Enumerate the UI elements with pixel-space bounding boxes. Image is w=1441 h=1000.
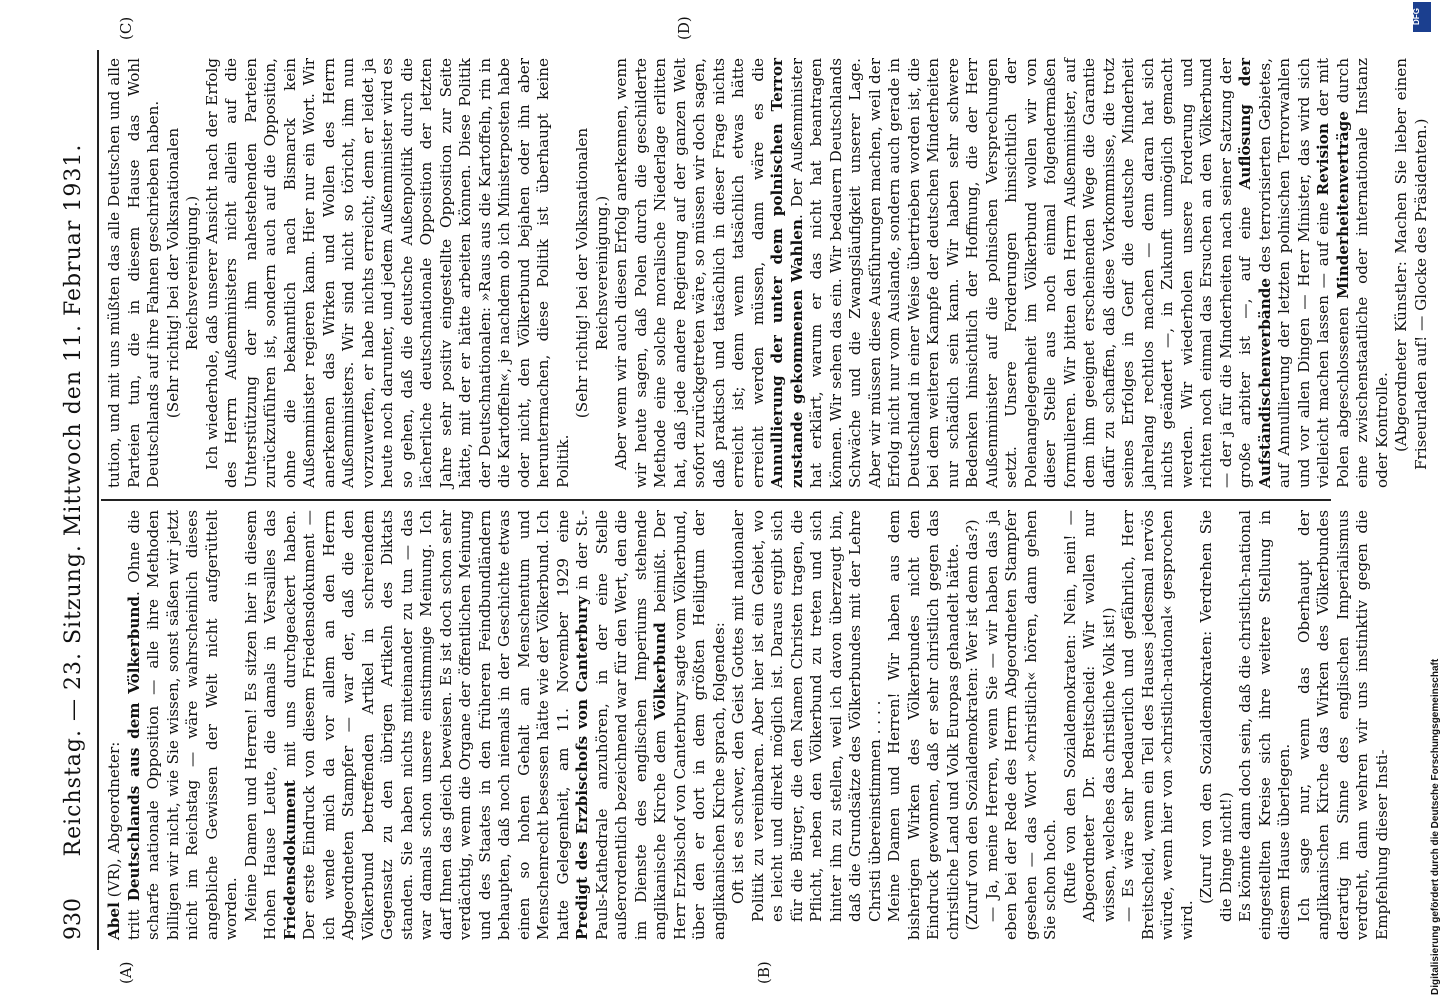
left-paragraph: (Rufe von den Sozialdemokraten: Nein, nein! — Abgeordneter Dr. Breitscheid: Wir wollen nur wissen, welches das christliche Volk ist!) [1060, 510, 1118, 922]
left-paragraph: Oft ist es schwer, den Geist Gottes mit nationaler Politik zu vereinbaren. Aber hier ist ein Gebiet, wo es leicht und direkt möglich ist. Daraus ergibt sich für die Bürger, die den Namen Christen tragen, die Pflicht, neben den Völkerbund zu treten und sich hinter ihn zu stellen, weil ich davon überzeugt bin, daß die Grundsätze des Völkerbundes mit der Lehre Christi übereinstimmen . . . . [729, 510, 884, 922]
page-number: 930 [61, 898, 86, 940]
margin-marker-d: (D) [675, 16, 693, 40]
left-paragraph: Abel (VR), Abgeordneter: [105, 741, 123, 940]
margin-marker-b: (B) [755, 961, 773, 984]
right-paragraph: (Abgeordneter Künstler: Machen Sie lieber einen Friseurladen auf! — Glocke des Präsidenten.) [1392, 58, 1430, 470]
left-paragraph: tritt Deutschlands aus dem Völkerbund. Ohne die scharfe nationale Opposition — alle ihre Methoden billigen wir nicht, wie Sie wissen, sonst säßen wir jetzt nicht im Reichstag — wäre wahrscheinlich dieses angebliche Gewissen der Welt nicht aufgerüttelt worden. [124, 510, 240, 940]
right-paragraph: Ich wiederhole, daß unserer Ansicht nach der Erfolg des Herrn Außenministers nicht allein auf die Unterstützung der ihm nahestehenden Parteien zurückzuführen ist, sondern auch auf die Opposition, ohne die bekanntlich nach Bismarck kein Außenminister regieren kann. Hier nur ein Wort. Wir anerkennen das Wirken und Wollen des Herrn Außenministers. Wir sind nicht so töricht, ihm nun vorzuwerfen, er habe nichts erreicht; denn er leidet ja heute noch darunter, und jedem Außenminister wird es so gehen, daß die deutsche Außenpolitik durch die lächerliche deutschnationale Opposition der letzten Jahre sehr positiv eingestellte Opposition zur Seite hätte, mit der er hätte arbeiten können. Diese Politik der Deutschnationalen: »Raus aus die Kartoffeln, rin in die Kartoffeln«, je nachdem ob ich Ministerposten habe oder nicht, den Völkerbund bejahen oder ihn aber heruntermachen, diese Politik ist überhaupt keine Politik. [202, 58, 572, 488]
left-paragraph: — Ja, meine Herren, wenn Sie — wir haben das ja eben bei der Rede des Herrn Abgeordneten Stampfer gesehen — das Wort »christlich« hören, dann gehen Sie schon hoch. [982, 510, 1059, 940]
dfg-logo [1413, 2, 1431, 32]
left-paragraph: (Zuruf von den Sozialdemokraten: Wer ist denn das?) [963, 519, 981, 931]
running-title: Reichstag. — 23. Sitzung. Mittwoch den 11. Februar 1931. [61, 143, 86, 857]
left-paragraph: Meine Damen und Herren! Wir haben aus dem bisherigen Wirken des Völkerbundes nicht den Eindruck gewonnen, daß er sehr christlich gegen das christliche Land und Volk Europas gehandelt hätte. [885, 510, 962, 940]
margin-marker-c: (C) [117, 16, 135, 40]
left-paragraph: Ich sage nur, wenn das Oberhaupt der anglikanischen Kirche das Wirken des Völkerbundes derartig im Sinne des englischen Imperialismus verdreht, dann wehren wir uns instinktiv gegen die Empfehlung dieser Insti- [1294, 510, 1391, 940]
right-text-column [105, 58, 1431, 488]
left-paragraph: Meine Damen und Herren! Es sitzen hier in diesem Hohen Hause Leute, die damals in Versailles das Friedensdokument mit uns durchgeackert haben. Der erste Eindruck von diesem Friedensdokument — ich wende mich da vor allem an den Herrn Abgeordneten Stampfer — war der, daß die den Völkerbund betreffenden Artikel in schreiendem Gegensatz zu den übrigen Artikeln des Diktats standen. Sie haben nichts miteinander zu tun — das war damals schon unsere einstimmige Meinung. Ich darf Ihnen das gleich beweisen. Es ist doch schon sehr verdächtig, wenn die Organe der öffentlichen Meinung und des Staates in den früheren Feindbundländern behaupten, daß noch niemals in der Geschichte etwas einen so hohen Gehalt an Menschentum und Menschenrecht besessen hätte wie der Völkerbund. Ich hatte Gelegenheit, am 11. November 1929 eine Predigt des Erzbischofs von Canterbury in der St.-Pauls-Kathedrale anzuhören, in der eine Stelle außerordentlich bezeichnend war für den Wert, den die im Dienste des englischen Imperiums stehende anglikanische Kirche dem Völkerbund beimißt. Der Herr Erzbischof von Canterbury sagte vom Völkerbund, über den er dort in dem größten Heiligtum der anglikanischen Kirche sprach, folgendes: [241, 510, 728, 940]
left-paragraph: Es könnte dann doch sein, daß die christlich-national eingestellten Kreise sich ihre weitere Stellung in diesem Hause überlegen. [1236, 510, 1293, 940]
left-paragraph: (Zuruf von den Sozialdemokraten: Verdrehen Sie die Dinge nicht!) [1197, 510, 1235, 922]
left-text-column [105, 510, 1392, 940]
funding-credit-text: Digitalisierung gefördert durch die Deutsche Forschungsgemeinschaft [1430, 658, 1441, 995]
left-paragraph: — Es wäre sehr bedauerlich und gefährlich, Herr Breitscheid, wenn ein Teil des Hauses jedesmal nervös würde, wenn hier von »christlich-national« gesprochen wird. [1119, 510, 1196, 940]
page-header [55, 50, 95, 950]
right-paragraph: Aber wenn wir auch diesen Erfolg anerkennen, wenn wir heute sagen, daß Polen durch die geschilderte Methode eine solche moralische Niederlage erlitten hat, daß jede andere Regierung auf der ganzen Welt sofort zurückgetreten wäre, so müssen wir doch sagen, daß praktisch und tatsächlich in dieser Frage nichts erreicht ist; denn wenn tatsächlich etwas hätte erreicht werden müssen, dann wäre es die Annullierung der unter dem polnischen Terror zustande gekommenen Wahlen. Der Außenminister hat erklärt, warum er das nicht hat beantragen können. Wir sehen das ein. Wir bedauern Deutschlands Schwäche und die Zwangsläufigkeit unserer Lage. Aber wir müssen diese Ausführungen machen, weil der Erfolg nicht nur vom Auslande, sondern auch gerade in Deutschland in einer Weise übertrieben worden ist, die bei dem weiteren Kampfe der deutschen Minderheiten nur schädlich sein kann. Wir haben sehr schwere Bedenken hinsichtlich der Hoffnung, die der Herr Außenminister auf die polnischen Versprechungen setzt. Unsere Forderungen hinsichtlich der Polenangelegenheit im Völkerbund wollen wir von dieser Stelle aus noch einmal folgendermaßen formulieren. Wir bitten den Herrn Außenminister, auf dem ihm geeignet erscheinenden Wege die Garantie dafür zu schaffen, daß diese Vorkommnisse, die trotz seines Erfolges in Genf die deutsche Minderheit jahrelang rechtlos machen — denn daran hat sich nichts geändert —, in Zukunft unmöglich gemacht werden. Wir wiederholen unsere Forderung und richten noch einmal das Ersuchen an den Völkerbund — der ja für die Minderheiten nach seiner Satzung der große arbiter ist —, auf eine Auflösung der Aufständischenverbände des terrorisierten Gebietes, auf Annullierung der letzten polnischen Terrorwahlen und vor allen Dingen — Herr Minister, das wird sich vielleicht machen lassen — auf eine Revision der mit Polen abgeschlossenen Minderheitenverträge durch eine zwischenstaatliche oder internationale Instanz oder Kontrolle. [612, 58, 1391, 488]
column-divider [101, 499, 1331, 501]
right-paragraph: (Sehr richtig! bei der Volksnationalen Reichsvereinigung.) [573, 127, 611, 419]
header-rule [97, 50, 99, 950]
margin-marker-a: (A) [117, 961, 135, 984]
dfg-logo-text: DFG [1411, 8, 1421, 25]
right-paragraph: tution, und mit uns müßten das alle Deutschen und alle Parteien tun, die in diesem Hause das Wohl Deutschlands auf ihre Fahnen geschrieben haben. [105, 58, 162, 488]
right-paragraph: (Sehr richtig! bei der Volksnationalen Reichsvereinigung.) [163, 127, 201, 419]
